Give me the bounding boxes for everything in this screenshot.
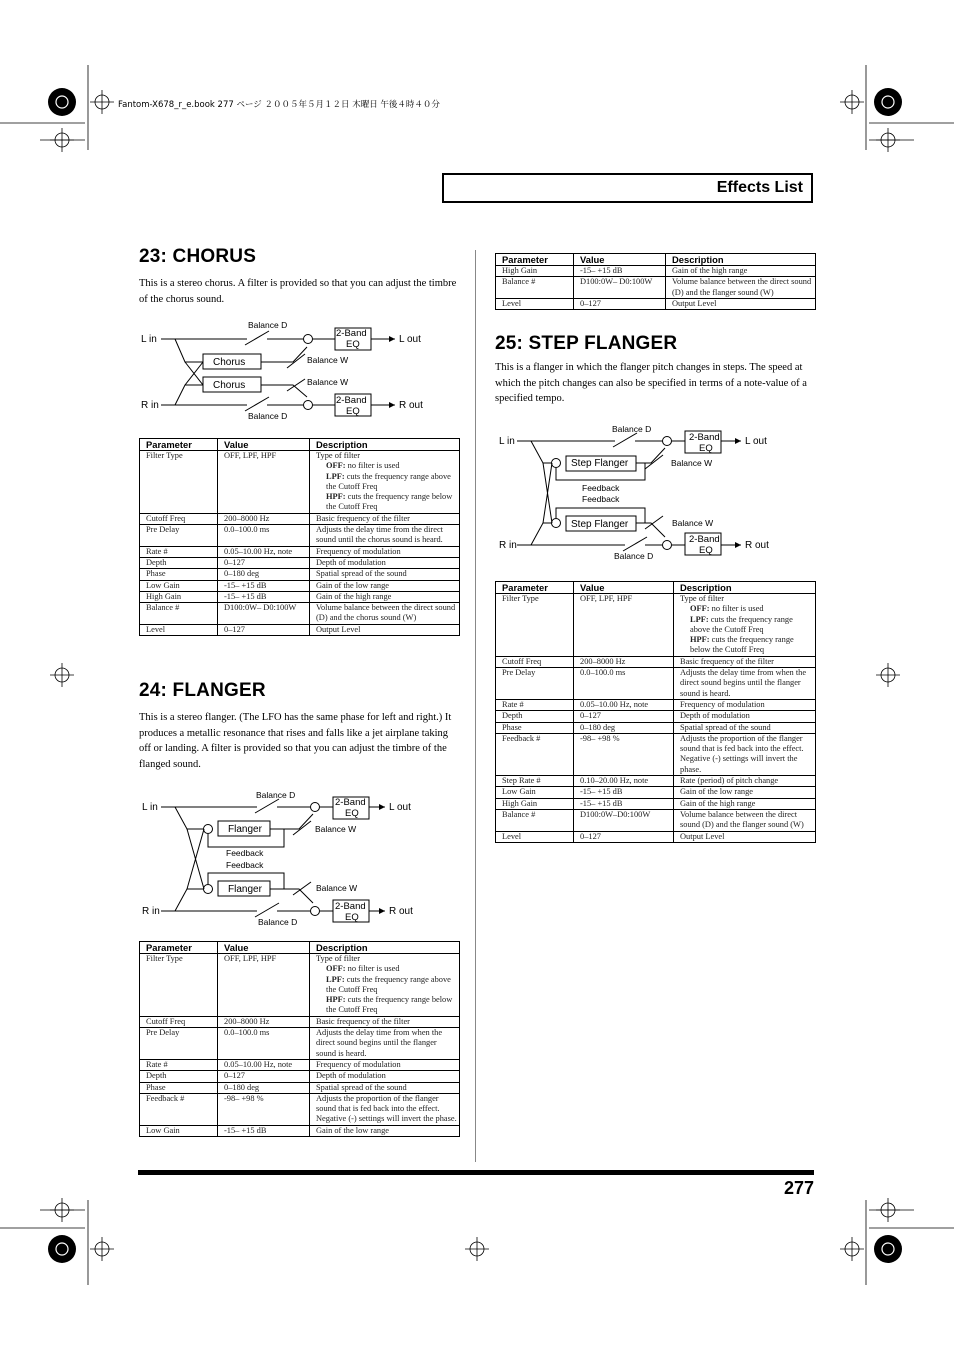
param-cell: High Gain [140,591,218,602]
filter-option-text: no filter is used [345,964,400,974]
description-cell [674,831,816,842]
column-header-description: Description [310,942,460,954]
balance-d-r: Balance D [614,551,654,561]
balance-w-l: Balance W [315,824,357,834]
param-cell: Filter Type [496,594,574,657]
description-text: Basic frequency of the filter [680,656,774,666]
filter-option-text: cuts the frequency range above the Cutoff Freq [326,974,451,994]
table-row [140,546,460,557]
balance-w-r: Balance W [672,518,714,528]
chorus-block-r: Chorus [213,380,246,391]
label-l-in: L in [141,334,157,345]
description-text: Adjusts the delay time from when the direct sound begins until the flanger sound is heard. [316,1028,443,1058]
description-cell [310,557,460,568]
flanger-block-l: Flanger [228,824,262,835]
description-cell [310,1082,460,1093]
table-row [496,699,816,710]
eq-l-line1: 2-Band [336,328,367,339]
label-l-out: L out [399,334,421,345]
filter-option [316,995,457,1016]
chorus-block-l: Chorus [213,357,246,368]
description-text: Adjusts the proportion of the flanger sound that is fed back into the effect. Negative (-) settings will invert the phase. [680,733,804,774]
step-flanger-block-r: Step Flanger [571,519,629,530]
table-row [140,591,460,602]
table-row [140,624,460,635]
eq-r-line1: 2-Band [689,534,720,545]
table-row [496,277,816,299]
param-cell: Cutoff Freq [140,513,218,524]
balance-d-l: Balance D [612,424,652,434]
page-number: 277 [783,1178,814,1198]
param-cell: Filter Type [140,954,218,1017]
chorus-diagram [139,316,459,426]
description-text: Basic frequency of the filter [316,1016,410,1026]
eq-l-line2: EQ [699,443,713,454]
description-cell [674,722,816,733]
feedback-l: Feedback [582,483,620,493]
flanger-parameter-table [139,941,460,1137]
flanger-diagram [139,785,459,930]
description-cell [674,809,816,831]
filter-option-key: OFF: [326,964,346,974]
param-cell: Low Gain [496,787,574,798]
param-cell: Balance # [496,809,574,831]
param-cell: Cutoff Freq [140,1016,218,1027]
column-header-description: Description [666,254,816,266]
value-cell: 0–127 [574,711,674,722]
eq-l-line1: 2-Band [689,432,720,443]
filter-option [316,975,457,996]
description-text: Adjusts the delay time from when the direct sound begins until the flanger sound is heard. [680,668,807,698]
column-header-parameter: Parameter [140,439,218,451]
label-l-out: L out [745,436,767,447]
description-cell [310,1016,460,1027]
section-title: Effects List [716,179,803,196]
filter-option-text: cuts the frequency range above the Cutoff Freq [690,614,793,634]
param-cell: Depth [140,557,218,568]
value-cell: -15– +15 dB [218,580,310,591]
table-row [496,722,816,733]
eq-l-line2: EQ [346,339,360,350]
table-header-row [140,942,460,954]
table-row [496,798,816,809]
table-row [496,787,816,798]
value-cell: 200–8000 Hz [574,656,674,667]
description-text: Output Level [680,831,725,841]
value-cell: -15– +15 dB [218,591,310,602]
table-row [140,557,460,568]
value-cell: 0–180 deg [218,569,310,580]
label-r-in: R in [499,540,517,551]
value-cell: 200–8000 Hz [218,513,310,524]
balance-d-l: Balance D [256,790,296,800]
description-cell [310,591,460,602]
value-cell: 0–127 [218,624,310,635]
description-text: Type of filter [316,954,361,963]
table-row [140,569,460,580]
table-row [140,1125,460,1136]
value-cell: -15– +15 dB [574,266,666,277]
table-row [496,711,816,722]
label-r-in: R in [142,906,160,917]
eq-l-line1: 2-Band [335,797,366,808]
table-row [140,451,460,514]
eq-l-line2: EQ [345,808,359,819]
step-flanger-diagram [495,422,815,567]
table-row [140,954,460,1017]
description-cell [310,1125,460,1136]
balance-d-r: Balance D [258,917,298,927]
param-cell: Feedback # [140,1093,218,1125]
filter-option [680,615,813,636]
feedback-l: Feedback [226,848,264,858]
param-cell: Depth [140,1071,218,1082]
description-cell [674,733,816,775]
value-cell: 0.10–20.00 Hz, note [574,776,674,787]
column-header-value: Value [574,582,674,594]
filter-option [316,492,457,513]
feedback-r: Feedback [226,860,264,870]
section-header [442,173,813,203]
filter-option-text: cuts the frequency range below the Cutoff Freq [326,995,453,1015]
filter-option [316,472,457,493]
table-row [496,594,816,657]
value-cell: D100:0W–D0:100W [574,809,674,831]
param-cell: Rate # [496,699,574,710]
chorus-parameter-table [139,438,460,636]
table-header-row [140,439,460,451]
table-row [140,1016,460,1027]
description-cell [310,1028,460,1060]
flanger-parameter-table-continued [495,253,816,310]
chorus-heading: 23: CHORUS [139,246,257,267]
value-cell: 0.05–10.00 Hz, note [218,1059,310,1070]
column-header-value: Value [218,942,310,954]
param-cell: Low Gain [140,1125,218,1136]
description-text: Rate (period) of pitch change [680,776,779,786]
param-cell: Level [496,298,574,309]
value-cell: -15– +15 dB [218,1125,310,1136]
description-cell [674,798,816,809]
param-cell: Low Gain [140,580,218,591]
value-cell: 0–127 [218,557,310,568]
param-cell: Balance # [496,277,574,299]
description-text: Adjusts the delay time from the direct sound until the chorus sound is heard. [316,525,443,545]
filter-option [316,964,457,974]
table-row [496,733,816,775]
description-text: Output Level [316,624,361,634]
description-text: Type of filter [680,594,725,603]
value-cell: D100:0W– D0:100W [218,603,310,625]
value-cell: OFF, LPF, HPF [218,954,310,1017]
table-row [140,603,460,625]
param-cell: Pre Delay [140,525,218,547]
description-text: Frequency of modulation [680,699,765,709]
eq-r-line2: EQ [346,406,360,417]
description-text: Gain of the high range [680,798,756,808]
param-cell: Level [140,624,218,635]
column-header-description: Description [674,582,816,594]
eq-r-line2: EQ [345,912,359,923]
description-cell [310,954,460,1017]
table-header-row [496,582,816,594]
filter-option-key: OFF: [690,604,710,614]
description-cell [666,266,816,277]
value-cell: 0.0–100.0 ms [218,1028,310,1060]
param-cell: Depth [496,711,574,722]
value-cell: -15– +15 dB [574,798,674,809]
param-cell: Balance # [140,603,218,625]
filter-option [680,635,813,656]
description-text: Volume balance between the direct sound (D) and the flanger sound (W) [672,277,812,297]
value-cell: 0.05–10.00 Hz, note [218,546,310,557]
param-cell: High Gain [496,266,574,277]
flanger-intro: This is a stereo flanger. (The LFO has the same phase for left and right.) It produces a metallic resonance that rises and falls like a jet airplane taking off or landing. A filter is provided so that you can adjust the timbre of the flanged sound. [139,712,452,770]
table-header-row [496,254,816,266]
value-cell: 0.0–100.0 ms [218,525,310,547]
step-flanger-heading: 25: STEP FLANGER [495,333,678,354]
description-text: Depth of modulation [680,711,750,721]
value-cell: -98– +98 % [218,1093,310,1125]
param-cell: Pre Delay [496,668,574,700]
filter-option-key: HPF: [326,492,346,502]
balance-d-l: Balance D [248,320,288,330]
description-cell [666,277,816,299]
description-cell [310,1071,460,1082]
description-text: Depth of modulation [316,557,386,567]
description-cell [310,569,460,580]
description-text: Volume balance between the direct sound (D) and the flanger sound (W) [680,809,804,830]
table-row [496,831,816,842]
column-header-value: Value [218,439,310,451]
balance-w-l: Balance W [307,355,349,365]
description-cell [666,298,816,309]
balance-w-r: Balance W [307,377,349,387]
description-cell [674,668,816,700]
description-text: Depth of modulation [316,1071,386,1081]
param-cell: Step Rate # [496,776,574,787]
table-row [496,668,816,700]
description-text: Basic frequency of the filter [316,513,410,523]
flanger-heading: 24: FLANGER [139,680,266,701]
table-row [140,1059,460,1070]
filter-option-key: LPF: [690,614,709,624]
table-row [496,776,816,787]
description-cell [310,451,460,514]
filter-option [680,604,813,614]
description-cell [674,656,816,667]
step-flanger-parameter-table [495,581,816,843]
description-cell [674,776,816,787]
table-row [140,513,460,524]
param-cell: Cutoff Freq [496,656,574,667]
description-text: Gain of the low range [316,1125,390,1135]
param-cell: Phase [496,722,574,733]
value-cell: D100:0W– D0:100W [574,277,666,299]
description-text: Adjusts the proportion of the flanger sound that is fed back into the effect. Negative (-) settings will invert the phase. [316,1093,457,1124]
value-cell: 0–180 deg [218,1082,310,1093]
table-row [496,266,816,277]
filter-option-key: HPF: [326,995,346,1005]
description-text: Frequency of modulation [316,546,401,556]
description-cell [674,711,816,722]
filter-option-text: no filter is used [345,461,400,471]
value-cell: 200–8000 Hz [218,1016,310,1027]
label-r-out: R out [389,906,413,917]
description-text: Gain of the high range [316,591,392,601]
filter-option [316,461,457,471]
label-r-in: R in [141,400,159,411]
param-cell: Rate # [140,1059,218,1070]
description-text: Gain of the low range [680,787,754,797]
value-cell: OFF, LPF, HPF [574,594,674,657]
description-text: Spatial spread of the sound [316,1082,407,1092]
table-row [140,525,460,547]
description-cell [310,1093,460,1125]
value-cell: 0–127 [574,831,674,842]
filter-option-text: cuts the frequency range below the Cutoff Freq [690,635,794,655]
description-cell [310,580,460,591]
value-cell: -15– +15 dB [574,787,674,798]
column-header-description: Description [310,439,460,451]
description-cell [674,699,816,710]
description-cell [310,513,460,524]
description-cell [674,594,816,657]
balance-w-r: Balance W [316,883,358,893]
value-cell: 0–180 deg [574,722,674,733]
filter-option-text: cuts the frequency range above the Cutoff Freq [326,471,451,491]
table-row [140,1071,460,1082]
step-flanger-block-l: Step Flanger [571,458,629,469]
feedback-r: Feedback [582,494,620,504]
description-text: Output Level [672,298,717,308]
param-cell: High Gain [496,798,574,809]
label-r-out: R out [745,540,769,551]
value-cell: 0–127 [574,298,666,309]
column-header-parameter: Parameter [496,254,574,266]
description-text: Gain of the low range [316,580,390,590]
label-l-in: L in [499,436,515,447]
param-cell: Phase [140,569,218,580]
table-row [140,1093,460,1125]
filter-option-key: LPF: [326,471,345,481]
step-flanger-intro: This is a flanger in which the flanger pitch changes in steps. The speed at which the pitch changes can also be specified in terms of a note-value of a specified tempo. [495,362,807,405]
description-cell [310,1059,460,1070]
param-cell: Feedback # [496,733,574,775]
description-text: Spatial spread of the sound [680,722,771,732]
value-cell: -98– +98 % [574,733,674,775]
eq-r-line1: 2-Band [336,395,367,406]
label-r-out: R out [399,400,423,411]
column-header-parameter: Parameter [496,582,574,594]
value-cell: 0.0–100.0 ms [574,668,674,700]
param-cell: Pre Delay [140,1028,218,1060]
label-l-out: L out [389,802,411,813]
param-cell: Phase [140,1082,218,1093]
balance-w-l: Balance W [671,458,713,468]
chorus-intro: This is a stereo chorus. A filter is provided so that you can adjust the timbre of the chorus sound. [139,278,457,305]
description-text: Spatial spread of the sound [316,569,407,579]
description-text: Type of filter [316,451,361,460]
flanger-block-r: Flanger [228,884,262,895]
value-cell: OFF, LPF, HPF [218,451,310,514]
filter-option-text: cuts the frequency range below the Cutoff Freq [326,492,453,512]
eq-r-line2: EQ [699,545,713,556]
column-header-value: Value [574,254,666,266]
description-cell [310,603,460,625]
table-row [140,1028,460,1060]
description-cell [674,787,816,798]
table-row [496,298,816,309]
table-row [496,656,816,667]
table-row [496,809,816,831]
description-cell [310,525,460,547]
description-cell [310,546,460,557]
filter-option-key: LPF: [326,974,345,984]
value-cell: 0.05–10.00 Hz, note [574,699,674,710]
balance-d-r: Balance D [248,411,288,421]
description-text: Gain of the high range [672,266,748,275]
column-header-parameter: Parameter [140,942,218,954]
table-row [140,580,460,591]
print-header: Fantom-X678_r_e.book 277 ページ ２００５年５月１２日 木曜日 午後４時４０分 [118,100,440,110]
filter-option-text: no filter is used [709,604,764,614]
param-cell: Level [496,831,574,842]
param-cell: Rate # [140,546,218,557]
description-text: Volume balance between the direct sound (D) and the chorus sound (W) [316,603,456,623]
footer-rule [138,1170,814,1175]
description-cell [310,624,460,635]
table-row [140,1082,460,1093]
filter-option-key: HPF: [690,635,710,645]
value-cell: 0–127 [218,1071,310,1082]
filter-option-key: OFF: [326,461,346,471]
column-divider [475,250,476,1162]
param-cell: Filter Type [140,451,218,514]
eq-r-line1: 2-Band [335,901,366,912]
label-l-in: L in [142,802,158,813]
description-text: Frequency of modulation [316,1059,401,1069]
